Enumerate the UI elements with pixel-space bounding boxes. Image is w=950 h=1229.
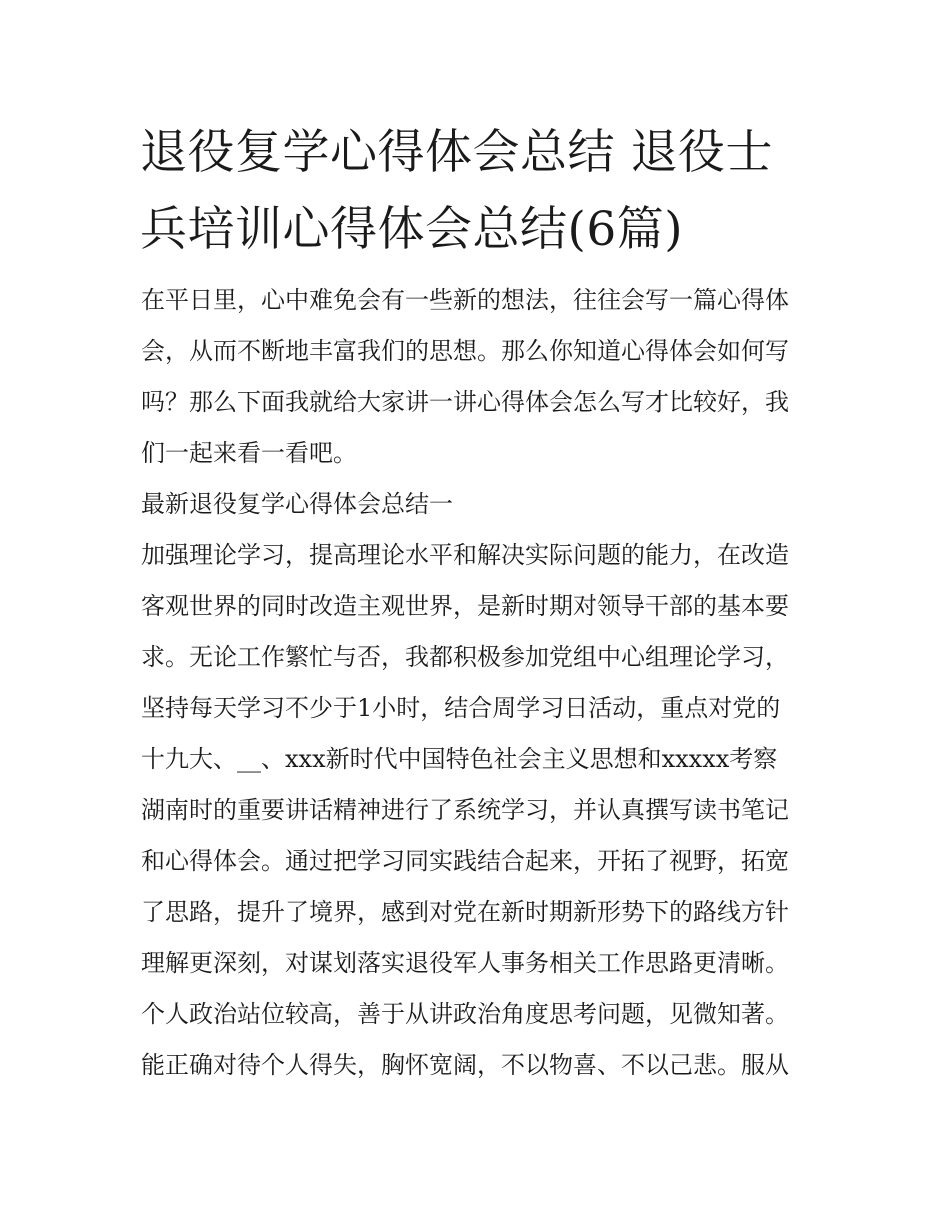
body-line-2: 客观世界的同时改造主观世界，是新时期对领导干部的基本要 [141,592,789,620]
intro-line-2: 会，从而不断地丰富我们的思想。那么你知道心得体会如何写 [141,337,789,365]
body-line-7: 和心得体会。通过把学习同实践结合起来，开拓了视野，拓宽 [141,847,789,875]
title-line-2: 兵培训心得体会总结(6篇) [140,202,684,257]
intro-line-4: 们一起来看一看吧。 [141,439,357,467]
body-line-4: 坚持每天学习不少于1小时，结合周学习日活动，重点对党的 [141,694,781,722]
body-line-1: 加强理论学习，提高理论水平和解决实际问题的能力，在改造 [141,541,789,569]
body-line-11: 能正确对待个人得失，胸怀宽阔，不以物喜、不以己悲。服从 [141,1051,789,1079]
section-heading: 最新退役复学心得体会总结一 [141,490,453,518]
document-title [140,114,820,268]
intro-line-3: 吗？那么下面我就给大家讲一讲心得体会怎么写才比较好，我 [141,388,789,416]
title-line-1: 退役复学心得体会总结 退役士 [140,125,773,180]
body-line-5: 十九大、__、xxx新时代中国特色社会主义思想和xxxxx考察 [141,745,778,773]
body-line-6: 湖南时的重要讲话精神进行了系统学习，并认真撰写读书笔记 [141,796,789,824]
body-line-10: 个人政治站位较高，善于从讲政治角度思考问题，见微知著。 [141,1000,789,1028]
intro-line-1: 在平日里，心中难免会有一些新的想法，往往会写一篇心得体 [141,286,789,314]
body-line-9: 理解更深刻，对谋划落实退役军人事务相关工作思路更清晰。 [141,949,789,977]
body-line-8: 了思路，提升了境界，感到对党在新时期新形势下的路线方针 [141,898,789,926]
body-line-3: 求。无论工作繁忙与否，我都积极参加党组中心组理论学习， [141,643,789,671]
